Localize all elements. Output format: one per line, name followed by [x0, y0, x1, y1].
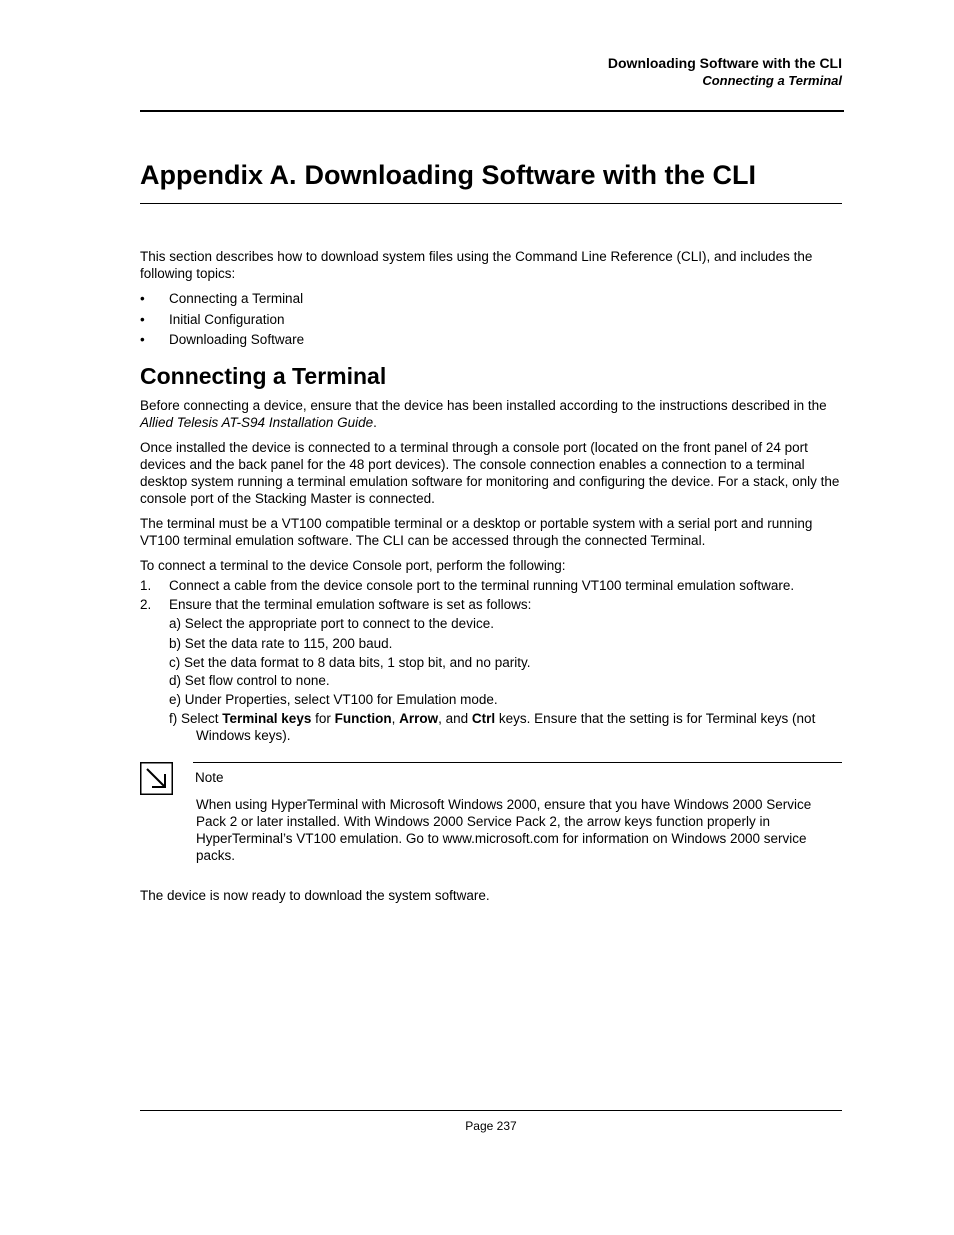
substep-bold: Ctrl: [471, 711, 496, 726]
substep-text: f) Select: [169, 711, 223, 726]
section-heading: Connecting a Terminal: [140, 363, 387, 389]
installation-guide-title: Allied Telesis AT-S94 Installation Guide: [140, 415, 374, 430]
substep-bold: Terminal keys: [222, 711, 312, 726]
paragraph-console: Once installed the device is connected to a terminal through a console port (located on the front panel of 24 port devices and the back panel for the 48 port devices). The console connection enables a connection to a terminal desktop system running a terminal emulation software for monitoring and configuring the device. For a stack, only the console port of the Stacking Master is connected.: [140, 440, 840, 506]
step-text: Ensure that the terminal emulation software is set as follows:: [169, 597, 532, 612]
substep-text: for: [311, 711, 335, 726]
step-number: 1.: [140, 578, 152, 593]
step-text: Connect a cable from the device console port to the terminal running VT100 terminal emulation software.: [169, 578, 795, 593]
step-number: 2.: [140, 597, 152, 612]
running-header-subtitle: Connecting a Terminal: [702, 73, 842, 88]
bullet-text: Initial Configuration: [169, 312, 285, 327]
appendix-title: [140, 160, 756, 191]
appendix-number: Appendix A.: [140, 160, 297, 190]
bullet-text: Downloading Software: [169, 332, 305, 347]
substep-text: ,: [391, 711, 400, 726]
paragraph-text: .: [373, 415, 377, 430]
substep: a) Select the appropriate port to connect to the device.: [169, 616, 494, 631]
paragraph-procedure: To connect a terminal to the device Console port, perform the following:: [140, 558, 566, 573]
substep: b) Set the data rate to 115, 200 baud.: [169, 636, 393, 651]
bullet-symbol: •: [140, 332, 145, 347]
bullet-text: Connecting a Terminal: [169, 291, 304, 306]
note-label: Note: [195, 770, 224, 785]
paragraph-text: Before connecting a device, ensure that the device has been installed according to the instructions described in the: [140, 398, 827, 413]
running-header-title: Downloading Software with the CLI: [607, 55, 842, 71]
substep-text: , and: [438, 711, 472, 726]
paragraph-terminal: The terminal must be a VT100 compatible terminal or a desktop or portable system with a serial port and running VT100 terminal emulation software. The CLI can be accessed through the connected Terminal.: [140, 516, 813, 548]
footer-rule: [140, 1110, 842, 1111]
bullet-symbol: •: [140, 291, 145, 306]
intro-paragraph: This section describes how to download system files using the Command Line Reference (CLI), and includes the following topics:: [140, 249, 813, 281]
note-rule: [193, 762, 842, 763]
substep: [169, 710, 842, 744]
closing-paragraph: The device is now ready to download the system software.: [140, 888, 490, 903]
paragraph-install: [140, 397, 842, 431]
title-rule: [140, 203, 842, 204]
bullet-symbol: •: [140, 312, 145, 327]
substep-text: keys. Ensure that the setting is for Terminal keys (not Windows keys).: [196, 711, 816, 743]
substep-bold: Function: [334, 711, 392, 726]
substep: e) Under Properties, select VT100 for Emulation mode.: [169, 692, 498, 707]
note-body: When using HyperTerminal with Microsoft Windows 2000, ensure that you have Windows 2000 Service Pack 2 or later installed. With Windows 2000 Service Pack 2, the arrow keys function properly in HyperTerminal’s VT100 emulation. Go to www.microsoft.com for information on Windows 2000 service packs.: [196, 797, 812, 863]
header-rule: [140, 110, 844, 112]
appendix-heading: Downloading Software with the CLI: [304, 160, 757, 190]
page-number: Page 237: [465, 1119, 517, 1133]
note-arrow-icon: [140, 762, 173, 795]
substep-bold: Arrow: [399, 711, 439, 726]
substep: c) Set the data format to 8 data bits, 1 stop bit, and no parity.: [169, 655, 531, 670]
substep: d) Set flow control to none.: [169, 673, 330, 688]
